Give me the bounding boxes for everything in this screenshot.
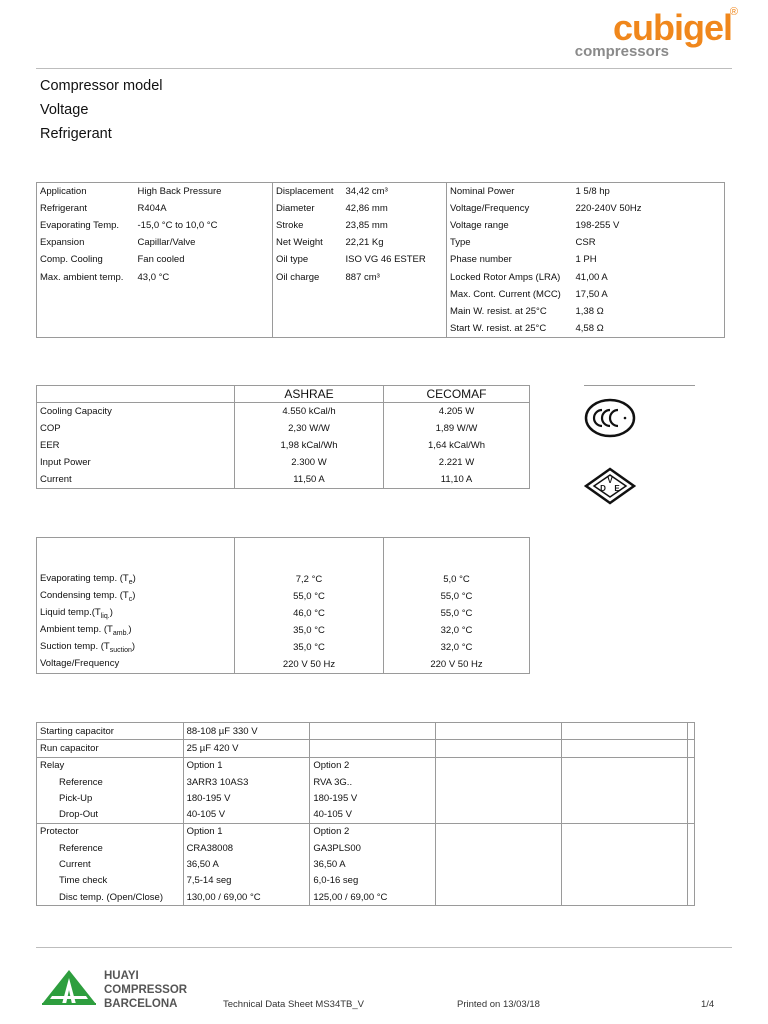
svg-text:D: D xyxy=(600,484,606,493)
printed-date: Printed on 13/03/18 xyxy=(457,999,540,1010)
spec-label: Phase number xyxy=(450,254,512,266)
cell-value: CRA38008 xyxy=(183,840,310,856)
label-subscript: liq. xyxy=(100,612,110,620)
spec-value: 42,86 mm xyxy=(343,200,447,217)
spec-value: 34,42 cm³ xyxy=(343,183,447,201)
brand-logo: cubigel xyxy=(612,7,732,48)
spec-label: Max. ambient temp. xyxy=(40,271,124,283)
table-row xyxy=(37,588,530,605)
row-label: Disc temp. (Open/Close) xyxy=(37,889,184,906)
empty-cell xyxy=(436,889,562,906)
row-label: Starting capacitor xyxy=(37,723,184,740)
empty-cell xyxy=(436,806,562,823)
spec-label: Diameter xyxy=(276,203,315,215)
cell-value: 2.300 W xyxy=(235,454,384,471)
spec-label: Locked Rotor Amps (LRA) xyxy=(450,271,561,283)
empty-cell xyxy=(436,823,562,840)
cell-value: 180-195 V xyxy=(183,790,310,806)
spec-label: Voltage range xyxy=(450,220,509,232)
spec-label xyxy=(37,286,135,303)
label-suffix: ) xyxy=(132,590,136,602)
table-row xyxy=(37,656,530,674)
company-name-line1: HUAYI xyxy=(104,970,139,982)
label-text: Evaporating temp. (T xyxy=(40,573,129,585)
empty-cell xyxy=(562,723,688,740)
table-row xyxy=(37,183,725,201)
spec-label xyxy=(273,286,343,303)
empty-cell xyxy=(688,806,695,823)
cell-value xyxy=(310,740,436,757)
spec-value xyxy=(135,320,273,338)
spec-label: Oil charge xyxy=(276,271,320,283)
spec-label: Evaporating Temp. xyxy=(40,220,120,232)
cell-value: 180-195 V xyxy=(310,790,436,806)
empty-cell xyxy=(436,723,562,740)
spec-value: CSR xyxy=(575,237,596,249)
label-text: Ambient temp. (T xyxy=(40,624,113,636)
spec-value xyxy=(343,303,447,320)
label-text: Voltage/Frequency xyxy=(40,658,120,670)
cell-value: RVA 3G.. xyxy=(310,774,436,790)
table-row xyxy=(37,471,530,489)
cell-value: 25 µF 420 V xyxy=(183,740,310,757)
spec-value: 43,0 °C xyxy=(135,268,273,285)
column-header xyxy=(37,386,235,403)
table-row xyxy=(37,454,530,471)
cell-value: 6,0-16 seg xyxy=(310,873,436,889)
row-label: Pick-Up xyxy=(37,790,184,806)
empty-cell xyxy=(562,823,688,840)
empty-cell xyxy=(436,840,562,856)
empty-cell xyxy=(436,790,562,806)
table-row xyxy=(37,403,530,421)
spec-value: 22,21 Kg xyxy=(343,234,447,251)
table-row xyxy=(37,790,695,806)
cell-value: 11,50 A xyxy=(235,471,384,489)
empty-cell xyxy=(688,840,695,856)
cell-value: 130,00 / 69,00 °C xyxy=(183,889,310,906)
table-row xyxy=(37,873,695,889)
svg-text:E: E xyxy=(614,484,620,493)
label-subscript: amb. xyxy=(112,629,129,637)
row-label: Current xyxy=(37,856,184,872)
blank-header-cell xyxy=(384,538,530,572)
cell-value: 1,89 W/W xyxy=(384,420,530,437)
cell-value: 11,10 A xyxy=(384,471,530,489)
cell-value: 36,50 A xyxy=(310,856,436,872)
cell-value: 40-105 V xyxy=(183,806,310,823)
cell-value: 35,0 °C xyxy=(235,622,384,639)
table-row xyxy=(37,757,695,774)
row-label xyxy=(37,571,235,588)
spec-value: 198-255 V xyxy=(575,220,620,232)
cell-value: 7,5-14 seg xyxy=(183,873,310,889)
spec-value xyxy=(343,320,447,338)
spec-value: 4,58 Ω xyxy=(575,322,604,334)
spec-value: Capillar/Valve xyxy=(135,234,273,251)
empty-cell xyxy=(562,774,688,790)
cell-value: Option 1 xyxy=(183,823,310,840)
ccc-mark-icon xyxy=(584,398,636,438)
table-row xyxy=(37,437,530,454)
empty-cell xyxy=(688,823,695,840)
label-suffix: ) xyxy=(128,624,132,636)
empty-cell xyxy=(562,806,688,823)
page-number: 1/4 xyxy=(701,999,715,1010)
label-subscript: c xyxy=(128,595,133,603)
spec-value: 17,50 A xyxy=(575,288,608,300)
row-label xyxy=(37,656,235,674)
table-row xyxy=(37,889,695,906)
spec-value: 1 PH xyxy=(575,254,597,266)
cell-value: 32,0 °C xyxy=(384,639,530,656)
cell-value: 32,0 °C xyxy=(384,622,530,639)
cell-value: 55,0 °C xyxy=(384,588,530,605)
row-label: Drop-Out xyxy=(37,806,184,823)
compressor-model-label: Compressor model xyxy=(40,78,163,94)
row-label: COP xyxy=(37,420,235,437)
row-label xyxy=(37,588,235,605)
empty-cell xyxy=(562,740,688,757)
cell-value: 1,98 kCal/Wh xyxy=(235,437,384,454)
header-divider xyxy=(36,68,732,69)
empty-cell xyxy=(688,774,695,790)
column-header: ASHRAE xyxy=(235,386,384,403)
table-row xyxy=(37,234,725,251)
document-title: Technical Data Sheet MS34TB_V xyxy=(223,999,364,1010)
table-row xyxy=(37,420,530,437)
cell-value: 4.550 kCal/h xyxy=(235,403,384,421)
spec-value: 41,00 A xyxy=(575,271,608,283)
table-row xyxy=(37,840,695,856)
empty-cell xyxy=(436,757,562,774)
label-suffix: ) xyxy=(131,641,136,653)
label-suffix: ) xyxy=(109,607,113,619)
table-row xyxy=(37,723,695,740)
cell-value: 40-105 V xyxy=(310,806,436,823)
refrigerant-label: Refrigerant xyxy=(40,126,112,142)
spec-label: Max. Cont. Current (MCC) xyxy=(450,288,561,300)
cell-value: 220 V 50 Hz xyxy=(384,656,530,674)
spec-value: -15,0 °C to 10,0 °C xyxy=(135,217,273,234)
spec-value xyxy=(135,286,273,303)
footer-divider xyxy=(36,947,732,948)
cert-divider xyxy=(584,385,695,386)
cell-value: 46,0 °C xyxy=(235,605,384,622)
table-row xyxy=(37,217,725,234)
spec-label: Expansion xyxy=(40,237,85,249)
empty-cell xyxy=(688,740,695,757)
row-label: Current xyxy=(37,471,235,489)
table-row xyxy=(37,200,725,217)
label-text: Condensing temp. (T xyxy=(40,590,129,602)
spec-label: Voltage/Frequency xyxy=(450,203,530,215)
table-row xyxy=(37,622,530,639)
empty-cell xyxy=(562,757,688,774)
spec-label: Type xyxy=(450,237,471,249)
column-header: CECOMAF xyxy=(384,386,530,403)
empty-cell xyxy=(688,873,695,889)
spec-label: Comp. Cooling xyxy=(40,254,103,266)
empty-cell xyxy=(436,873,562,889)
row-label: Cooling Capacity xyxy=(37,403,235,421)
row-label: Input Power xyxy=(37,454,235,471)
spec-value xyxy=(343,286,447,303)
table-row xyxy=(37,605,530,622)
spec-value: 23,85 mm xyxy=(343,217,447,234)
cell-value: 88-108 µF 330 V xyxy=(183,723,310,740)
spec-label: Oil type xyxy=(276,254,309,266)
empty-cell xyxy=(688,723,695,740)
row-label xyxy=(37,622,235,639)
huayi-logo-icon xyxy=(38,968,100,1008)
spec-value: 1 5/8 hp xyxy=(575,186,610,198)
blank-header-cell xyxy=(235,538,384,572)
cell-value xyxy=(310,723,436,740)
table-row xyxy=(37,303,725,320)
table-row xyxy=(37,639,530,656)
spec-label: Stroke xyxy=(276,220,304,232)
empty-cell xyxy=(562,840,688,856)
empty-cell xyxy=(688,790,695,806)
test-conditions-table xyxy=(36,537,530,674)
brand-subtitle: compressors xyxy=(574,43,669,60)
table-header-row xyxy=(37,386,530,403)
table-row xyxy=(37,823,695,840)
label-text: Liquid temp.(T xyxy=(40,607,101,619)
empty-cell xyxy=(436,774,562,790)
cell-value: 36,50 A xyxy=(183,856,310,872)
empty-cell xyxy=(562,790,688,806)
spec-label xyxy=(37,320,135,338)
spec-label: Start W. resist. at 25°C xyxy=(450,322,547,334)
table-row xyxy=(37,856,695,872)
cell-value: GA3PLS00 xyxy=(310,840,436,856)
cell-value: 55,0 °C xyxy=(384,605,530,622)
table-row xyxy=(37,571,530,588)
cell-value: Option 2 xyxy=(310,757,436,774)
spec-value: High Back Pressure xyxy=(135,183,273,201)
spec-value: 1,38 Ω xyxy=(575,305,604,317)
empty-cell xyxy=(688,856,695,872)
cell-value: 35,0 °C xyxy=(235,639,384,656)
table-row xyxy=(37,806,695,823)
performance-table xyxy=(36,385,530,489)
row-label: Reference xyxy=(37,840,184,856)
spec-value: 887 cm³ xyxy=(343,268,447,285)
spec-label xyxy=(37,303,135,320)
cell-value: 4.205 W xyxy=(384,403,530,421)
table-row xyxy=(37,774,695,790)
label-subscript: e xyxy=(128,578,133,586)
empty-cell xyxy=(688,889,695,906)
row-label: EER xyxy=(37,437,235,454)
voltage-label: Voltage xyxy=(40,102,89,118)
table-row xyxy=(37,268,725,285)
vde-mark-icon xyxy=(584,466,636,506)
spec-value xyxy=(135,303,273,320)
table-row xyxy=(37,286,725,303)
cell-value: 55,0 °C xyxy=(235,588,384,605)
company-name-line3: BARCELONA xyxy=(104,998,178,1010)
cell-value: Option 1 xyxy=(183,757,310,774)
cell-value: 220 V 50 Hz xyxy=(235,656,384,674)
registered-mark: ® xyxy=(729,6,738,18)
empty-cell xyxy=(562,856,688,872)
empty-cell xyxy=(436,740,562,757)
empty-cell xyxy=(436,856,562,872)
svg-text:V: V xyxy=(607,476,613,485)
spec-label: Displacement xyxy=(276,186,334,198)
company-name-line2: COMPRESSOR xyxy=(104,984,188,996)
spec-value: R404A xyxy=(135,200,273,217)
cell-value: 3ARR3 10AS3 xyxy=(183,774,310,790)
spec-label: Nominal Power xyxy=(450,186,515,198)
row-label: Protector xyxy=(37,823,184,840)
label-text: Suction temp. (T xyxy=(40,641,110,653)
row-label: Relay xyxy=(37,757,184,774)
cell-value: 125,00 / 69,00 °C xyxy=(310,889,436,906)
spec-label: Refrigerant xyxy=(40,203,87,215)
row-label: Reference xyxy=(37,774,184,790)
cell-value: 2,30 W/W xyxy=(235,420,384,437)
spec-table xyxy=(36,182,725,338)
label-suffix: ) xyxy=(132,573,136,585)
spec-value: ISO VG 46 ESTER xyxy=(343,251,447,268)
electrical-components-table xyxy=(36,722,695,906)
empty-cell xyxy=(562,889,688,906)
row-label xyxy=(37,639,235,656)
empty-cell xyxy=(688,757,695,774)
table-row xyxy=(37,251,725,268)
spec-value: Fan cooled xyxy=(135,251,273,268)
spec-value: 220-240V 50Hz xyxy=(575,203,642,215)
cell-value: 1,64 kCal/Wh xyxy=(384,437,530,454)
empty-cell xyxy=(562,873,688,889)
row-label: Run capacitor xyxy=(37,740,184,757)
spec-label: Main W. resist. at 25°C xyxy=(450,305,547,317)
cell-value: 7,2 °C xyxy=(235,571,384,588)
table-header-row xyxy=(37,538,530,572)
spec-label xyxy=(273,303,343,320)
table-row xyxy=(37,320,725,338)
spec-label xyxy=(273,320,343,338)
row-label: Time check xyxy=(37,873,184,889)
label-subscript: suction xyxy=(109,646,132,654)
spec-label: Net Weight xyxy=(276,237,323,249)
cell-value: 5,0 °C xyxy=(384,571,530,588)
table-row xyxy=(37,740,695,757)
cell-value: Option 2 xyxy=(310,823,436,840)
blank-header-cell xyxy=(37,538,235,572)
cell-value: 2.221 W xyxy=(384,454,530,471)
row-label xyxy=(37,605,235,622)
spec-label: Application xyxy=(40,186,87,198)
